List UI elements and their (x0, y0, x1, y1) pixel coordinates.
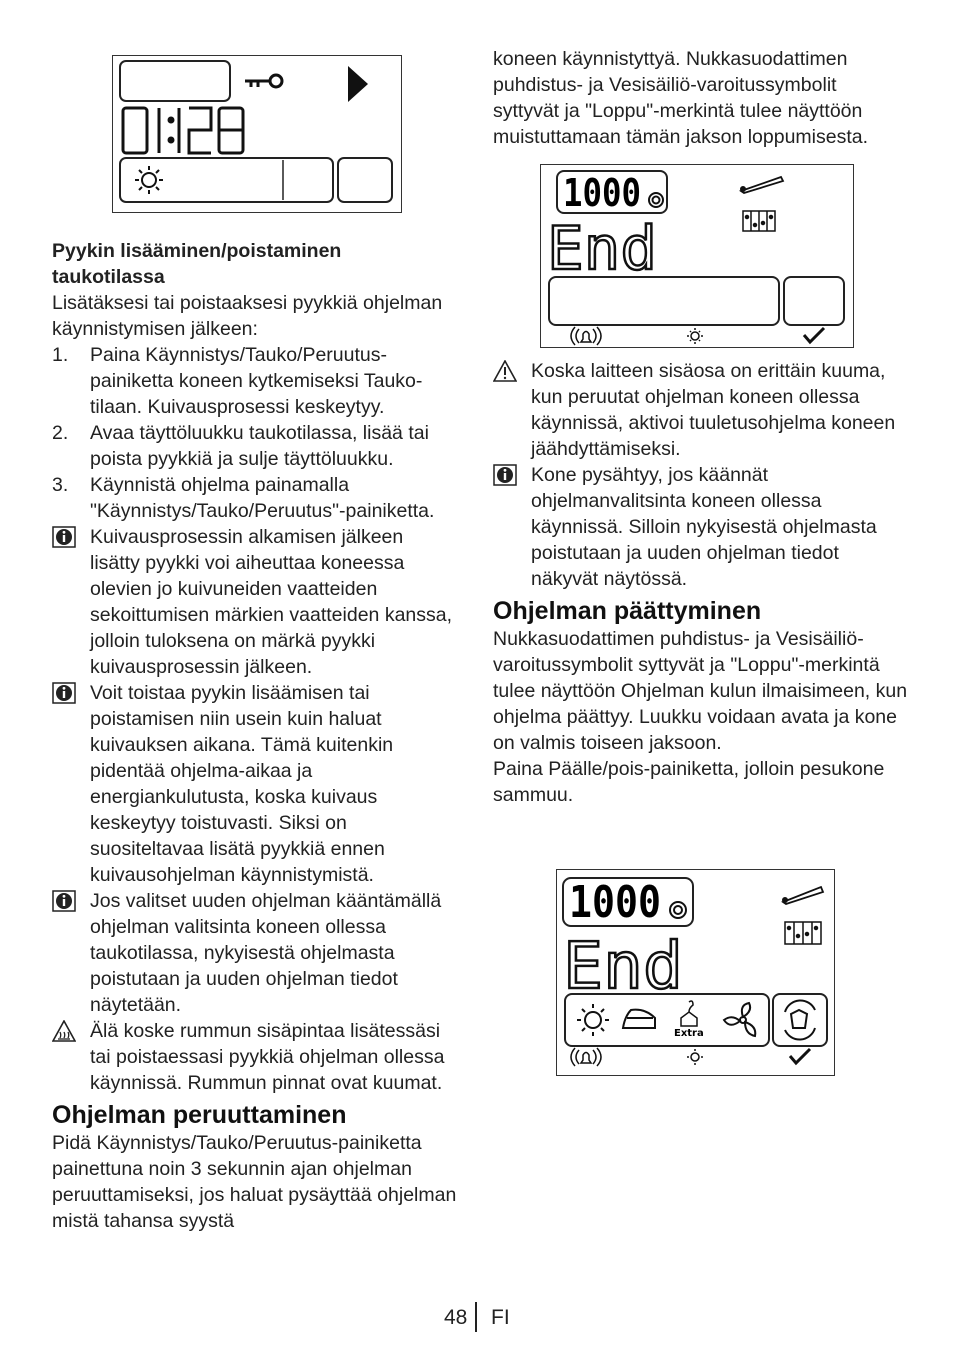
page-number: 48 (444, 1306, 468, 1329)
display-paused-graphic (113, 56, 401, 212)
display-end-1 (540, 164, 854, 348)
spin-speed-value: 1000 (569, 877, 661, 928)
refresh-clothes-icon (785, 1000, 815, 1039)
hot-surface-warning-icon (52, 1020, 76, 1042)
display-paused (112, 55, 402, 213)
hot-surface-note: Älä koske rummun sisäpintaa lisätessäsi tai poistaessasi pyykkiä ohjelman ollessa käynnissä. Rummun pinnat ovat kuumat. (52, 1018, 457, 1096)
spin-spiral-icon (649, 193, 663, 207)
extra-label: Extra (674, 1028, 704, 1039)
info-note: Jos valitset uuden ohjelman kääntämällä ohjelman valitsinta koneen ollessa taukotilassa, nykyisestä ohjelmasta poistutaan ja uuden ohjelman tiedot näytetään. (52, 888, 457, 1018)
spin-spiral-icon (670, 902, 686, 918)
list-item: 3. Käynnistä ohjelma painamalla "Käynnistys/Tauko/Peruutus"-painiketta. (52, 474, 435, 522)
pause-intro: Lisätäksesi tai poistaaksesi pyykkiä ohjelman käynnistymisen jälkeen: (52, 292, 443, 340)
list-item: 1. Paina Käynnistys/Tauko/Peruutus-painiketta koneen kytkemiseksi Tauko-tilaan. Kuivausprosessi keskeytyy. (52, 344, 423, 418)
child-lock-key-icon (245, 75, 282, 87)
end-text-1: Nukkasuodattimen puhdistus- ja Vesisäiliö-varoitussymbolit syttyvät ja "Loppu"-merkintä tulee näyttöön Ohjelman kulun ilmaisimeen, kun ohjelma päättyy. Luukku voidaan avata ja kone on valmis toiseen jaksoon. (493, 628, 908, 754)
cancel-text: Pidä Käynnistys/Tauko/Peruutus-painiketta painettuna noin 3 sekunnin ajan ohjelman peruuttamiseksi, jos haluat pysäyttää ohjelman mistä tahansa syystä (52, 1132, 457, 1232)
info-note: Kone pysähtyy, jos käännät ohjelmanvalitsinta koneen ollessa käynnissä. Silloin nykyisestä ohjelmasta poistutaan ja uuden ohjelman tiedot näkyvät näytössä. (493, 462, 908, 592)
play-indicator-icon (348, 66, 368, 102)
info-icon (493, 464, 517, 486)
sun-icon (687, 328, 703, 344)
display-end-1-graphic (541, 165, 853, 347)
info-icon (52, 682, 76, 704)
lint-filter-icon (740, 177, 783, 193)
sun-icon (135, 166, 163, 194)
alarm-bell-icon (571, 327, 601, 345)
segment-time-display (123, 108, 243, 153)
water-tank-icon (743, 211, 775, 231)
checkmark-icon (790, 1049, 810, 1063)
list-item: 2. Avaa täyttöluukku taukotilassa, lisää tai poista pyykkiä ja sulje täyttöluukku. (52, 422, 429, 470)
pause-steps-list (52, 342, 457, 524)
pause-heading: Pyykin lisääminen/poistaminen taukotilassa (52, 240, 342, 288)
fan-icon (724, 1003, 755, 1036)
info-note: Voit toistaa pyykin lisäämisen tai poistamisen niin usein kuin haluat kuivauksen aikana. Tämä kuitenkin pidentää ohjelma-aikaa ja energiankulutusta, koska kuivaus keskeytyy toistuvasti. Siksi on suositeltavaa lisätä pyykkiä ennen kuivausohjelman käynnistymistä. (52, 680, 457, 888)
spin-speed-value: 1000 (563, 171, 641, 215)
end-heading: Ohjelman päättyminen (493, 597, 762, 625)
info-note: Kuivausprosessin alkamisen jälkeen lisätty pyykki voi aiheuttaa koneessa olevien jo kuivuneiden vaatteiden sekoittumisen märkien vaatteiden kanssa, jolloin tuloksena on märkä pyykki kuivausprosessin jälkeen. (52, 524, 457, 680)
language-code: FI (491, 1306, 510, 1329)
display-end-2 (556, 869, 835, 1076)
display-end-2-graphic (557, 870, 834, 1075)
footer-divider (475, 1302, 477, 1332)
info-icon (52, 526, 76, 548)
extra-dry-icon (681, 1001, 697, 1026)
warning-note: Koska laitteen sisäosa on erittäin kuuma, kun peruutat ohjelman koneen ollessa käynnissä, aktivoi tuuletusohjelma koneen jäähdyttämiseksi. (493, 358, 908, 462)
end-status-text: End (563, 930, 683, 1004)
continued-text: koneen käynnistyttyä. Nukkasuodattimen puhdistus- ja Vesisäiliö-varoitussymbolit syttyvät ja "Loppu"-merkintä tulee näyttöön muistuttamaan tämän jakson loppumisesta. (493, 48, 869, 148)
checkmark-icon (804, 328, 824, 342)
end-status-text: End (547, 214, 657, 284)
warning-icon (493, 360, 517, 382)
sun-small-icon (687, 1049, 703, 1065)
iron-icon (623, 1010, 655, 1028)
lint-filter-icon (782, 887, 823, 904)
end-text-2: Paina Päälle/pois-painiketta, jolloin pesukone sammuu. (493, 758, 885, 806)
sun-icon (577, 1004, 609, 1036)
info-icon (52, 890, 76, 912)
alarm-bell-icon (571, 1048, 601, 1066)
water-tank-icon (785, 922, 821, 944)
cancel-heading: Ohjelman peruuttaminen (52, 1101, 347, 1129)
